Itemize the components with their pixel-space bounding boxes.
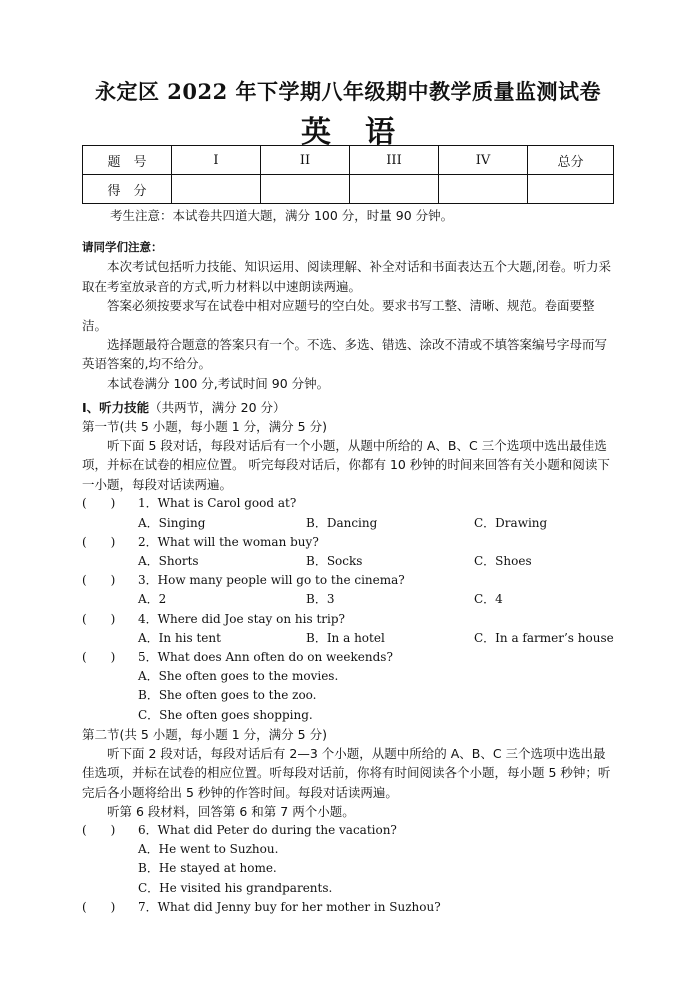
section-heading [82, 398, 286, 416]
option-b: B．3 [306, 592, 335, 606]
question-6 [82, 821, 397, 838]
option-a: A．He went to Suzhou. [138, 842, 279, 856]
question-text: 7．What did Jenny buy for her mother in Suzhou? [138, 900, 441, 914]
score-table-header-row [83, 146, 614, 175]
question-text: 3．How many people will go to the cinema? [138, 573, 405, 587]
score-table [82, 145, 614, 204]
score-cell: III [350, 146, 439, 175]
exam-title: 永定区 2022 年下学期八年级期中教学质量监测试卷 [94, 79, 602, 104]
answer-blank[interactable]: ( ) [82, 496, 116, 510]
part-directions: 听下面 5 段对话，每段对话后有一个小题，从题中所给的 A、B、C 三个选项中选出最佳选项，并标在试卷的相应位置。 听完每段对话后，你都有 10 秒钟的时间来回答有关小题和阅读下一小题，每段对话读两遍。 [82, 438, 610, 492]
section-title-note: （共两节，满分 20 分） [149, 400, 286, 415]
option-a: A．2 [138, 592, 167, 606]
question-7 [82, 898, 441, 915]
answer-blank[interactable]: ( ) [82, 823, 116, 837]
question-3 [82, 571, 405, 588]
score-cell: IV [439, 146, 528, 175]
section-title: I、听力技能 [82, 400, 150, 415]
question-text: 5．What does Ann often do on weekends? [138, 650, 393, 664]
option-b: B．In a hotel [306, 631, 385, 645]
score-cell: 总分 [528, 146, 614, 175]
answer-blank[interactable]: ( ) [82, 900, 116, 914]
option-b: B．He stayed at home. [138, 861, 277, 875]
question-text: 1．What is Carol good at? [138, 496, 297, 510]
instructions-heading: 请同学们注意： [82, 240, 163, 254]
option-b: B．Dancing [306, 516, 378, 530]
option-b: B．Socks [306, 554, 363, 568]
score-cell: II [261, 146, 350, 175]
question-2 [82, 533, 319, 550]
option-c: C．He visited his grandparents. [138, 881, 333, 895]
exam-notice: 考生注意：本试卷共四道大题，满分 100 分，时量 90 分钟。 [110, 208, 454, 223]
part-title: 第一节(共 5 小题，每小题 1 分，满分 5 分) [82, 419, 327, 434]
score-input-cell[interactable] [350, 175, 439, 204]
score-input-cell[interactable] [172, 175, 261, 204]
instruction-paragraph: 答案必须按要求写在试卷中相对应题号的空白处。要求书写工整、清晰、规范。卷面要整洁。 [82, 298, 595, 333]
answer-blank[interactable]: ( ) [82, 535, 116, 549]
score-input-cell[interactable] [261, 175, 350, 204]
score-input-cell[interactable] [528, 175, 614, 204]
instruction-paragraph: 本次考试包括听力技能、知识运用、阅读理解、补全对话和书面表达五个大题,闭卷。听力采取在考室放录音的方式,听力材料以中速朗读两遍。 [82, 259, 611, 294]
question-text: 2．What will the woman buy? [138, 535, 319, 549]
instruction-paragraph: 本试卷满分 100 分,考试时间 90 分钟。 [107, 375, 330, 391]
option-a: A．She often goes to the movies. [138, 669, 339, 683]
option-c: C．Drawing [474, 516, 548, 530]
question-text: 4．Where did Joe stay on his trip? [138, 612, 345, 626]
option-a: A．In his tent [138, 631, 221, 645]
question-1 [82, 494, 296, 511]
answer-blank[interactable]: ( ) [82, 650, 116, 664]
question-4 [82, 610, 345, 627]
score-cell: I [172, 146, 261, 175]
option-a: A．Shorts [138, 554, 199, 568]
instructions-block [82, 238, 612, 393]
exam-subject: 英语 [301, 115, 429, 150]
material-note: 听第 6 段材料，回答第 6 和第 7 两个小题。 [107, 804, 355, 820]
option-c: C．In a farmer’s house [474, 631, 614, 645]
part-title: 第二节(共 5 小题，每小题 1 分，满分 5 分) [82, 727, 327, 742]
option-c: C．She often goes shopping. [138, 708, 313, 722]
score-table-score-row [83, 175, 614, 204]
instruction-paragraph: 选择题最符合题意的答案只有一个。不选、多选、错选、涂改不清或不填答案编号字母而写英语答案的,均不给分。 [82, 337, 608, 372]
option-c: C．4 [474, 592, 503, 606]
score-cell: 得 分 [83, 175, 172, 204]
question-text: 6．What did Peter do during the vacation? [138, 823, 397, 837]
score-cell: 题 号 [83, 146, 172, 175]
answer-blank[interactable]: ( ) [82, 573, 116, 587]
option-c: C．Shoes [474, 554, 532, 568]
part-directions-block [82, 436, 612, 494]
score-input-cell[interactable] [439, 175, 528, 204]
answer-blank[interactable]: ( ) [82, 612, 116, 626]
part-directions: 听下面 2 段对话，每段对话后有 2—3 个小题，从题中所给的 A、B、C 三个选项中选出最佳选项，并标在试卷的相应位置。听每段对话前，你将有时间阅读各个小题，每小题 5 秒钟；听完后各小题将给出 5 秒钟的作答时间。每段对话读两遍。 [82, 746, 611, 800]
option-a: A．Singing [138, 516, 206, 530]
option-b: B．She often goes to the zoo. [138, 688, 317, 702]
part-directions-block [82, 744, 612, 822]
question-5 [82, 648, 393, 665]
